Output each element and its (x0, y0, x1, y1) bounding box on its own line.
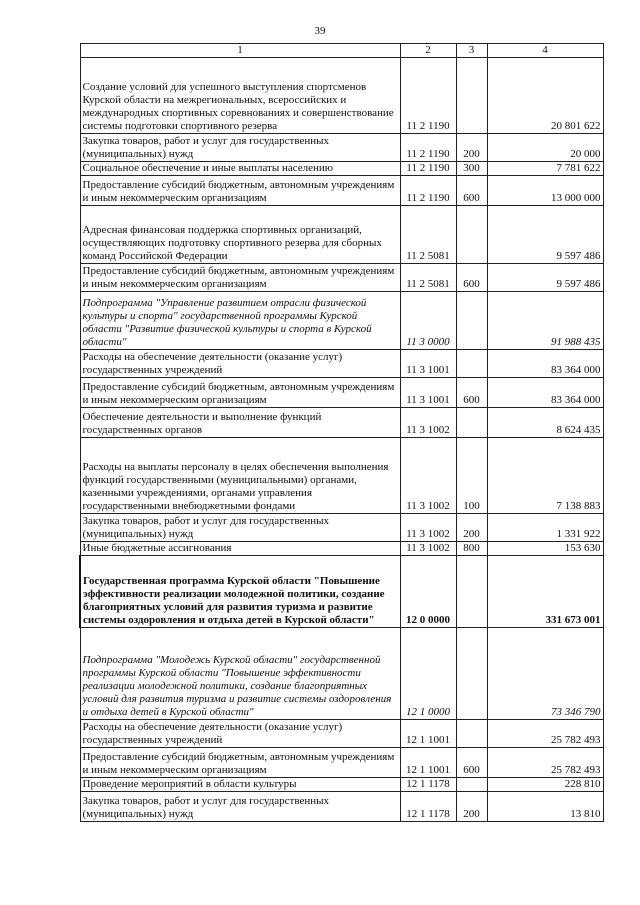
row-amount: 83 364 000 (487, 350, 603, 378)
row-code: 12 1 1001 (400, 748, 456, 778)
row-name: Проведение мероприятий в области культуры (80, 778, 400, 792)
table-header-row (80, 44, 603, 58)
row-name: Подпрограмма "Управление развитием отрасли физической культуры и спорта" государственной программы Курской области "Развитие физической культуры и спорта в Курской области" (80, 292, 400, 350)
table-row (80, 408, 603, 438)
row-code: 11 3 1001 (400, 378, 456, 408)
table-row (80, 206, 603, 264)
row-code: 11 2 1190 (400, 176, 456, 206)
row-amount: 13 000 000 (487, 176, 603, 206)
row-code: 11 3 1002 (400, 408, 456, 438)
table-row (80, 162, 603, 176)
row-amount: 153 630 (487, 542, 603, 556)
row-name: Предоставление субсидий бюджетным, автономным учреждениям и иным некоммерческим организациям (80, 176, 400, 206)
header-col-code: 2 (400, 44, 456, 58)
row-type: 300 (456, 162, 487, 176)
row-amount: 13 810 (487, 792, 603, 822)
row-amount: 228 810 (487, 778, 603, 792)
table-body (80, 58, 603, 822)
row-code: 11 3 0000 (400, 292, 456, 350)
row-code: 11 3 1002 (400, 438, 456, 514)
table-row (80, 556, 603, 628)
row-amount: 73 346 790 (487, 628, 603, 720)
table-row (80, 792, 603, 822)
table-row (80, 58, 603, 134)
row-code: 12 0 0000 (400, 556, 456, 628)
row-code: 12 1 1178 (400, 792, 456, 822)
row-code: 11 3 1002 (400, 514, 456, 542)
row-amount: 83 364 000 (487, 378, 603, 408)
row-type: 200 (456, 514, 487, 542)
row-type (456, 408, 487, 438)
row-type (456, 350, 487, 378)
table-row (80, 350, 603, 378)
row-amount: 20 000 (487, 134, 603, 162)
table-row (80, 264, 603, 292)
row-amount: 91 988 435 (487, 292, 603, 350)
row-code: 12 1 0000 (400, 628, 456, 720)
row-type (456, 556, 487, 628)
row-name: Иные бюджетные ассигнования (80, 542, 400, 556)
row-type: 800 (456, 542, 487, 556)
row-type: 200 (456, 134, 487, 162)
header-col-name: 1 (80, 44, 400, 58)
table-row (80, 292, 603, 350)
row-name: Расходы на обеспечение деятельности (оказание услуг) государственных учреждений (80, 350, 400, 378)
row-type (456, 58, 487, 134)
row-code: 12 1 1178 (400, 778, 456, 792)
row-type: 600 (456, 176, 487, 206)
row-code: 11 3 1002 (400, 542, 456, 556)
row-name: Социальное обеспечение и иные выплаты населению (80, 162, 400, 176)
row-type: 600 (456, 378, 487, 408)
table-row (80, 720, 603, 748)
row-code: 11 2 1190 (400, 134, 456, 162)
row-type: 200 (456, 792, 487, 822)
row-name: Создание условий для успешного выступления спортсменов Курской области на межрегиональных, всероссийских и международных спортивных соревнованиях и совершенствование системы подготовки спортивного резерва (80, 58, 400, 134)
row-type (456, 206, 487, 264)
row-name: Адресная финансовая поддержка спортивных организаций, осуществляющих подготовку спортивного резерва для сборных команд Российской Федерации (80, 206, 400, 264)
row-type: 600 (456, 748, 487, 778)
row-amount: 9 597 486 (487, 206, 603, 264)
row-code: 11 2 1190 (400, 162, 456, 176)
table-row (80, 778, 603, 792)
row-name: Предоставление субсидий бюджетным, автономным учреждениям и иным некоммерческим организациям (80, 264, 400, 292)
table-row (80, 628, 603, 720)
row-amount: 331 673 001 (487, 556, 603, 628)
row-code: 11 2 5081 (400, 264, 456, 292)
row-type (456, 628, 487, 720)
row-type (456, 720, 487, 748)
row-amount: 1 331 922 (487, 514, 603, 542)
row-name: Предоставление субсидий бюджетным, автономным учреждениям и иным некоммерческим организациям (80, 748, 400, 778)
budget-table (79, 43, 604, 822)
row-name: Подпрограмма "Молодежь Курской области" государственной программы Курской области "Повышение эффективности реализации молодежной политики, создание благоприятных условий для развития туризма и развитие системы оздоровления и отдыха детей в Курской области" (80, 628, 400, 720)
row-code: 11 2 5081 (400, 206, 456, 264)
row-name: Расходы на выплаты персоналу в целях обеспечения выполнения функций государственными (муниципальными) органами, казенными учреждениями, органами управления государственными внебюджетными фондами (80, 438, 400, 514)
row-name: Закупка товаров, работ и услуг для государственных (муниципальных) нужд (80, 792, 400, 822)
row-amount: 20 801 622 (487, 58, 603, 134)
table-row (80, 134, 603, 162)
table-row (80, 514, 603, 542)
row-code: 12 1 1001 (400, 720, 456, 748)
table-row (80, 378, 603, 408)
table-row (80, 176, 603, 206)
header-col-type: 3 (456, 44, 487, 58)
header-col-amount: 4 (487, 44, 603, 58)
page-number: 39 (314, 25, 326, 37)
row-type (456, 778, 487, 792)
row-name: Предоставление субсидий бюджетным, автономным учреждениям и иным некоммерческим организациям (80, 378, 400, 408)
row-name: Закупка товаров, работ и услуг для государственных (муниципальных) нужд (80, 134, 400, 162)
row-name: Обеспечение деятельности и выполнение функций государственных органов (80, 408, 400, 438)
row-code: 11 2 1190 (400, 58, 456, 134)
table-row (80, 438, 603, 514)
row-amount: 7 138 883 (487, 438, 603, 514)
row-type (456, 292, 487, 350)
row-amount: 7 781 622 (487, 162, 603, 176)
row-name: Расходы на обеспечение деятельности (оказание услуг) государственных учреждений (80, 720, 400, 748)
table-row (80, 542, 603, 556)
row-name: Закупка товаров, работ и услуг для государственных (муниципальных) нужд (80, 514, 400, 542)
row-code: 11 3 1001 (400, 350, 456, 378)
row-amount: 9 597 486 (487, 264, 603, 292)
row-amount: 8 624 435 (487, 408, 603, 438)
row-type: 600 (456, 264, 487, 292)
table-row (80, 748, 603, 778)
row-name: Государственная программа Курской области "Повышение эффективности реализации молодежной политики, создание благоприятных условий для развития туризма и развитие системы оздоровления и отдыха детей в Курской области" (80, 556, 400, 628)
row-amount: 25 782 493 (487, 748, 603, 778)
row-type: 100 (456, 438, 487, 514)
row-amount: 25 782 493 (487, 720, 603, 748)
